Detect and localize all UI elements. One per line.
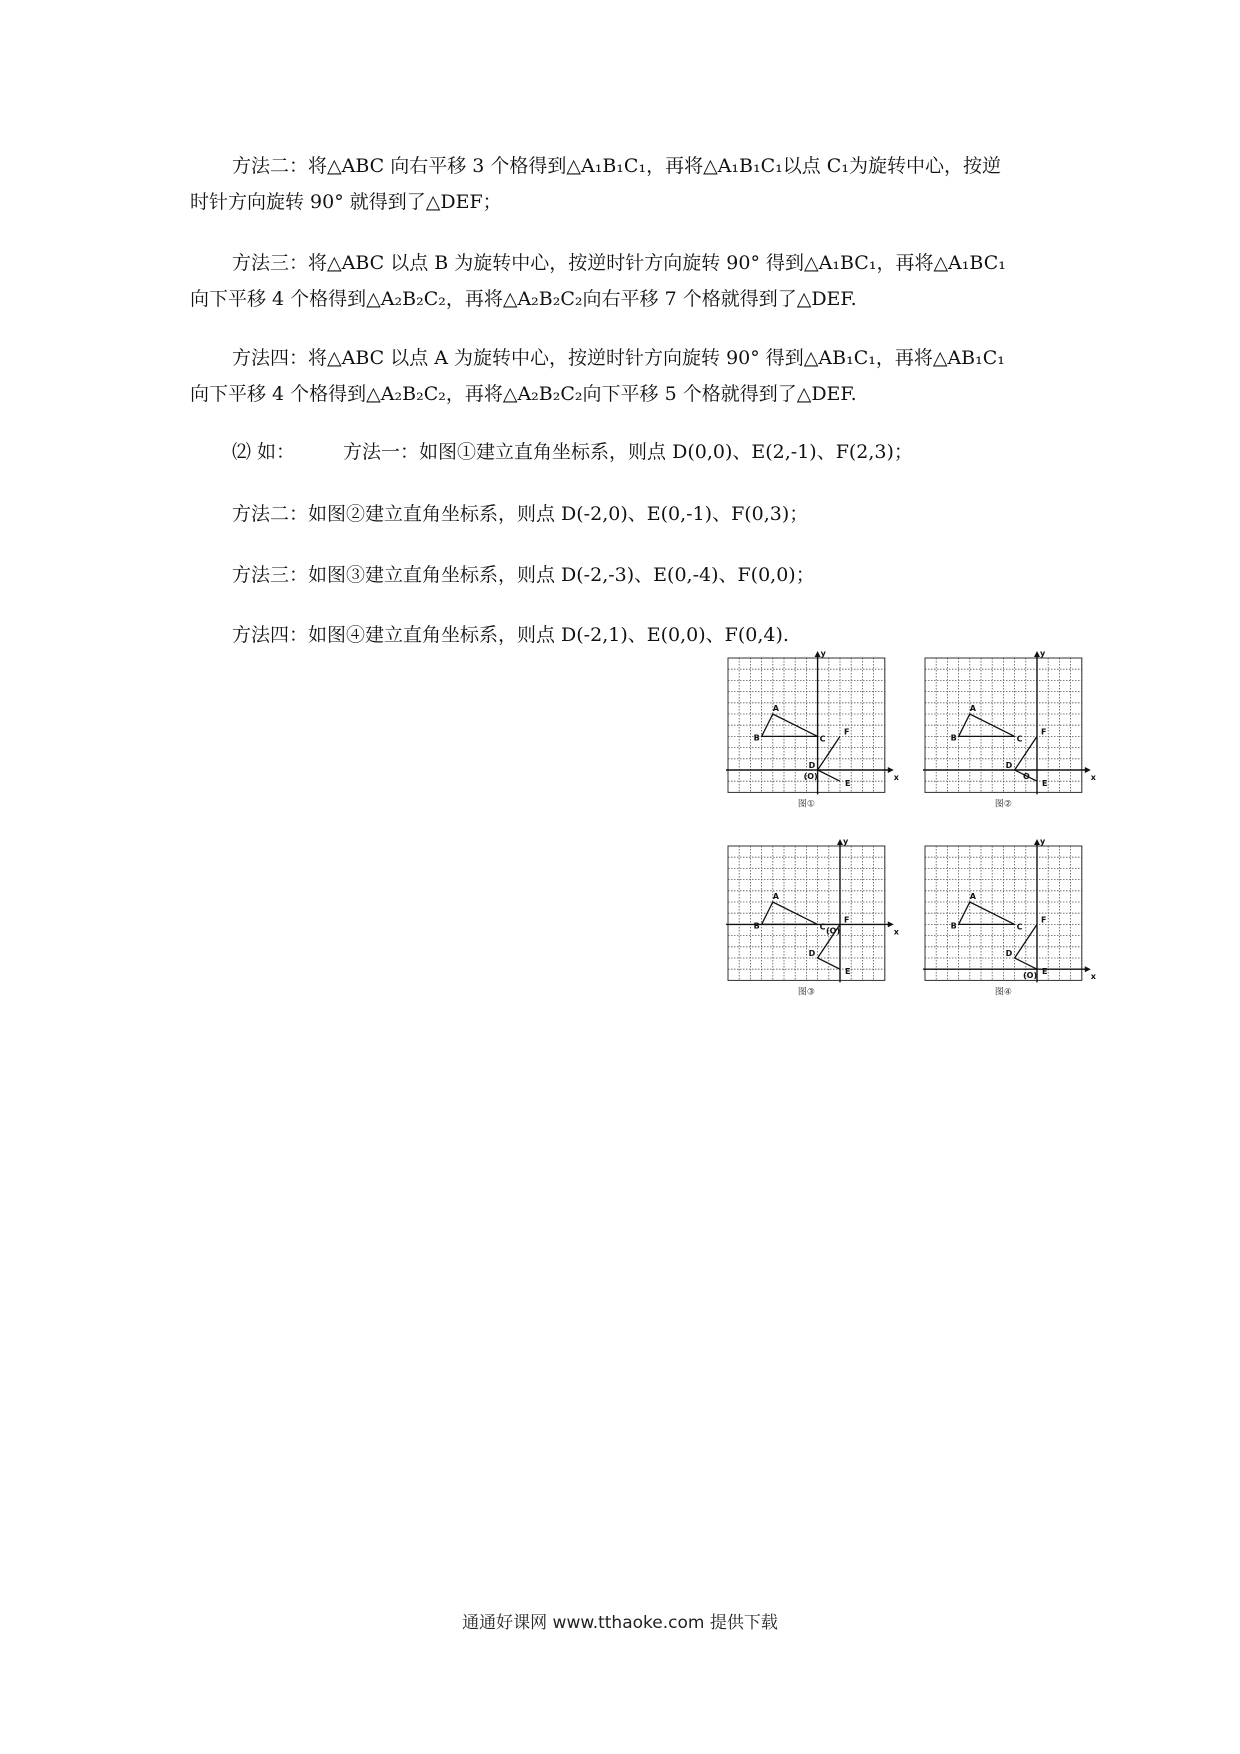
page-footer: 通通好课网 www.tthaoke.com 提供下载 [462, 1613, 778, 1633]
origin-label: (O) [826, 926, 841, 936]
figure-3 [725, 837, 900, 1003]
coordinate-grid-figure-1 [725, 649, 900, 815]
point-label-a: A [772, 704, 780, 713]
point-label-d: D [808, 761, 816, 770]
figure-2 [922, 649, 1097, 815]
point-label-c: C [1016, 922, 1023, 932]
answer-2-method-1 [190, 434, 1060, 470]
figure-caption: 图② [994, 799, 1012, 810]
answer-2-method-3 [190, 557, 1060, 593]
y-axis-label: y [843, 837, 849, 846]
text-line: 向下平移 4 个格得到△A₂B₂C₂，再将△A₂B₂C₂向下平移 5 个格就得到了△DEF. [190, 383, 857, 405]
method-2-paragraph [190, 148, 1060, 220]
y-axis-label: y [1040, 837, 1046, 846]
point-label-e: E [1042, 779, 1048, 789]
figure-1 [725, 649, 900, 815]
text-line: 方法四：将△ABC 以点 A 为旋转中心，按逆时针方向旋转 90° 得到△AB₁C₁，再将△AB₁C₁ [232, 347, 1005, 369]
point-label-c: C [1016, 734, 1023, 744]
y-axis-label: y [820, 649, 826, 658]
point-label-b: B [950, 733, 957, 743]
coordinate-grid-figure-3 [725, 837, 900, 1003]
text-line: 向下平移 4 个格得到△A₂B₂C₂，再将△A₂B₂C₂向右平移 7 个格就得到了△DEF. [190, 288, 857, 310]
point-label-b: B [950, 921, 957, 931]
point-label-a: A [969, 892, 977, 901]
point-label-e: E [845, 967, 851, 977]
point-label-d: D [1005, 949, 1013, 958]
point-label-a: A [772, 892, 780, 901]
point-label-b: B [753, 921, 760, 931]
grid [728, 846, 885, 980]
answer-text: 方法一：如图①建立直角坐标系，则点 D(0,0)、E(2,-1)、F(2,3)； [343, 441, 913, 463]
point-label-f: F [1041, 915, 1047, 925]
point-label-b: B [753, 733, 760, 743]
point-label-e: E [1042, 967, 1048, 977]
point-label-d: D [808, 949, 816, 958]
point-label-f: F [844, 727, 850, 737]
origin-label: (O) [1023, 971, 1038, 981]
figure-caption: 图① [797, 799, 815, 810]
y-axis-label: y [1040, 649, 1046, 658]
figure-4 [922, 837, 1097, 1003]
origin-label: O [1023, 772, 1030, 781]
x-axis-label: x [1090, 773, 1096, 782]
text-line: 方法三：将△ABC 以点 B 为旋转中心，按逆时针方向旋转 90° 得到△A₁BC₁，再将△A₁BC₁ [232, 252, 1006, 274]
origin-label: (O) [803, 772, 818, 781]
figure-caption: 图④ [994, 987, 1012, 998]
method-4-paragraph [190, 340, 1060, 412]
answer-text: 方法二：如图②建立直角坐标系，则点 D(-2,0)、E(0,-1)、F(0,3)； [232, 503, 809, 525]
method-3-paragraph [190, 245, 1060, 317]
x-axis-label: x [1090, 972, 1096, 982]
coordinate-grid-figure-2 [922, 649, 1097, 815]
answer-lead: ⑵ 如： [232, 441, 296, 463]
grid [925, 658, 1082, 792]
point-label-f: F [844, 915, 850, 925]
text-line: 方法二：将△ABC 向右平移 3 个格得到△A₁B₁C₁，再将△A₁B₁C₁以点 C₁为旋转中心，按逆 [232, 155, 1001, 177]
answer-2-method-4 [190, 617, 1060, 653]
answer-text: 方法三：如图③建立直角坐标系，则点 D(-2,-3)、E(0,-4)、F(0,0)； [232, 564, 815, 586]
point-label-a: A [969, 704, 977, 713]
grid [925, 846, 1082, 980]
coordinate-grid-figure-4 [922, 837, 1097, 1003]
answer-2-method-2 [190, 496, 1060, 532]
point-label-e: E [845, 779, 851, 789]
point-label-d: D [1005, 761, 1013, 770]
x-axis-label: x [893, 927, 899, 937]
answer-text: 方法四：如图④建立直角坐标系，则点 D(-2,1)、E(0,0)、F(0,4). [232, 624, 789, 646]
point-label-c: C [819, 734, 826, 744]
point-label-c: C [819, 922, 826, 932]
point-label-f: F [1041, 727, 1047, 737]
x-axis-label: x [893, 773, 899, 782]
text-line: 时针方向旋转 90° 就得到了△DEF； [190, 191, 502, 213]
figure-caption: 图③ [797, 987, 815, 998]
